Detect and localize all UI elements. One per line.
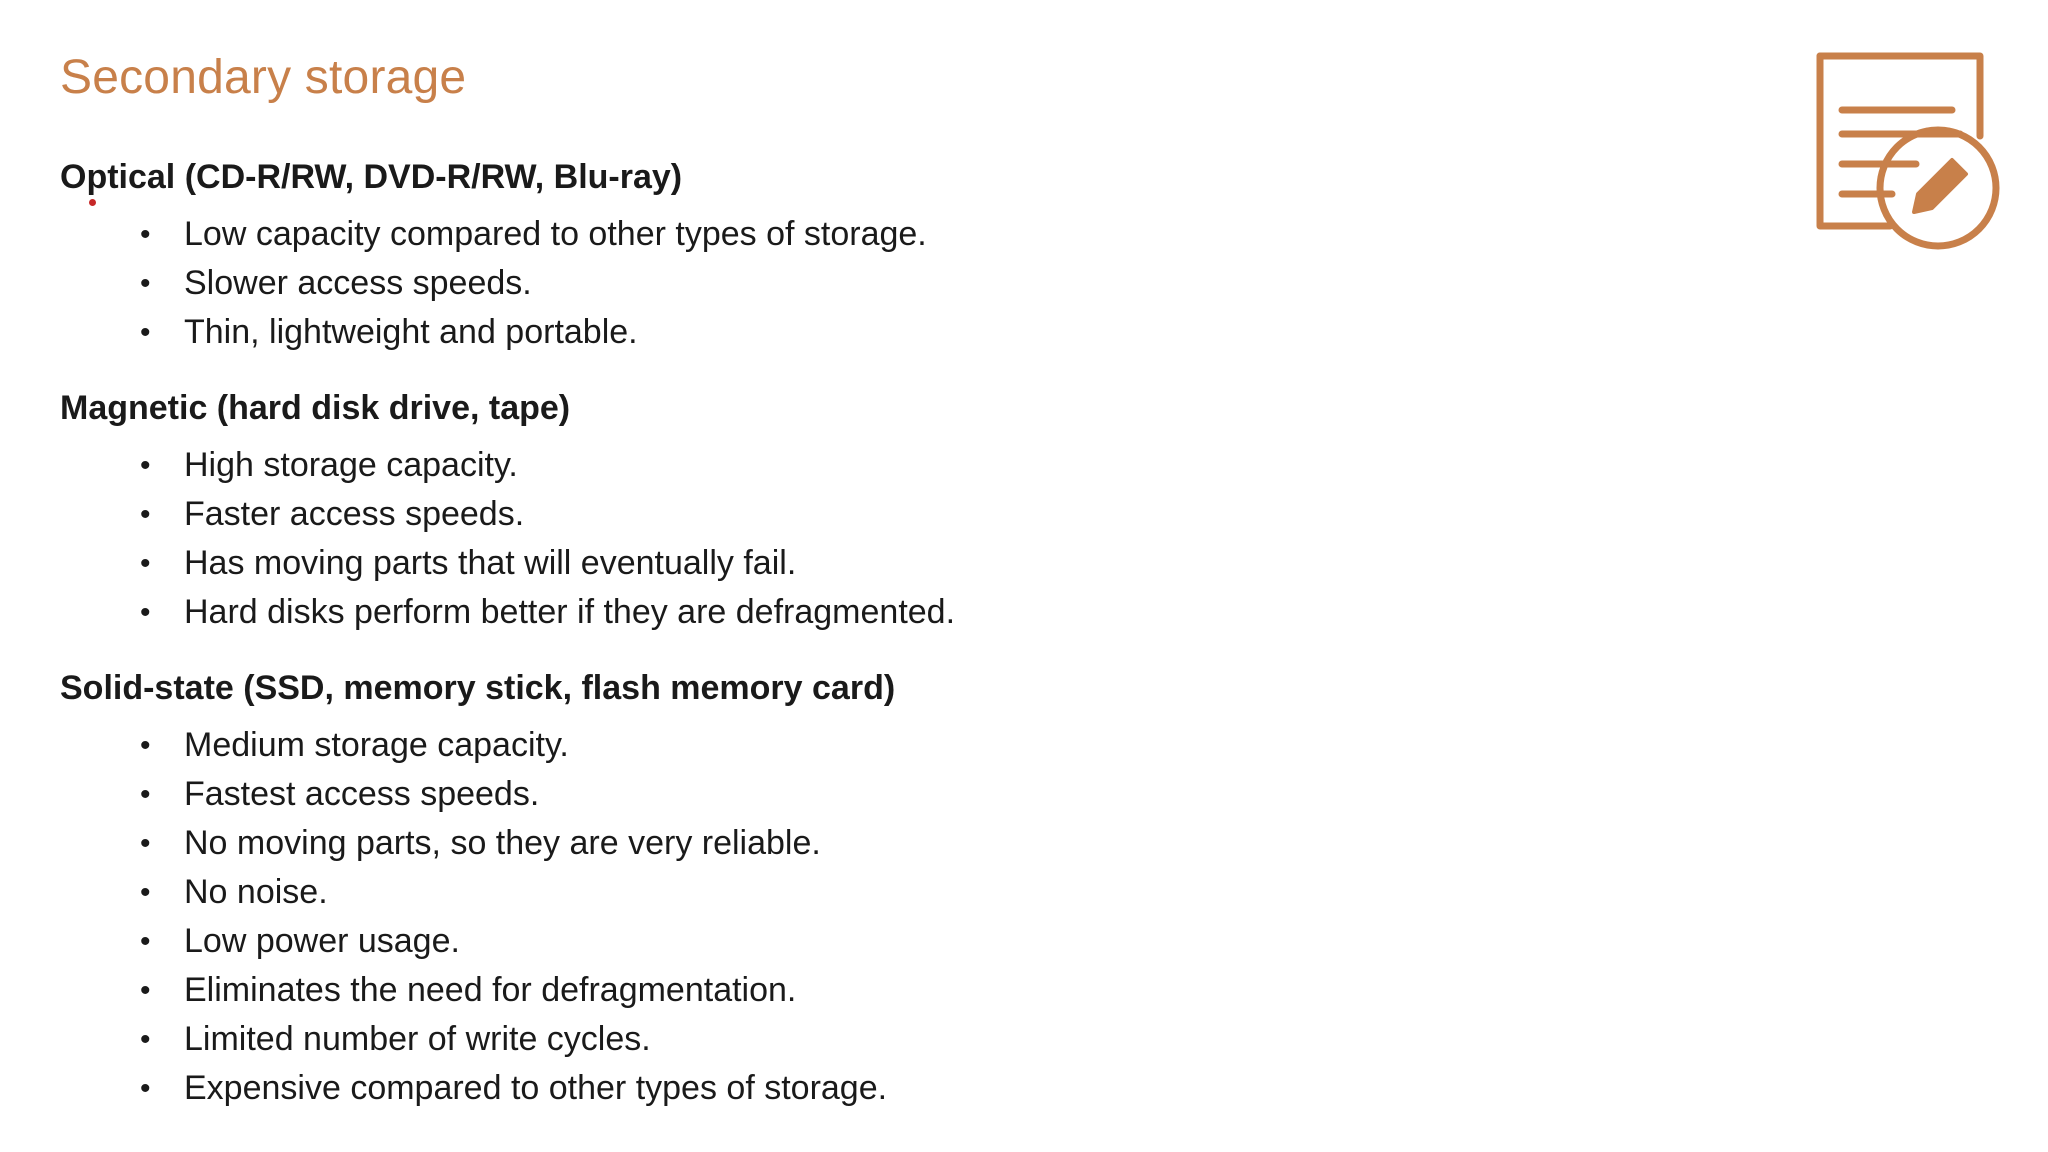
bullet-icon: • [140,1072,151,1105]
list-item-text: Low power usage. [184,922,460,960]
list-item-text: Fastest access speeds. [184,775,540,813]
bullet-list [60,210,1560,357]
list-item-text: High storage capacity. [184,446,518,484]
list-item [140,588,1560,637]
pencil-icon [1914,160,1966,212]
list-item [140,917,1560,966]
section-heading: Optical (CD-R/RW, DVD-R/RW, Blu-ray) [60,158,683,196]
bullet-icon: • [140,778,151,811]
bullet-icon: • [140,827,151,860]
section-solid-state [60,663,1560,1113]
list-item [140,539,1560,588]
document-edit-icon-strokes [1820,56,1996,246]
bullet-icon: • [140,876,151,909]
bullet-icon: • [140,316,151,349]
slide-title: Secondary storage [60,51,467,104]
bullet-list [60,441,1560,637]
bullet-icon: • [140,974,151,1007]
list-item-text: Medium storage capacity. [184,726,569,764]
list-item [140,1015,1560,1064]
list-item [140,868,1560,917]
bullet-icon: • [140,267,151,300]
list-item-text: Low capacity compared to other types of storage. [184,215,927,253]
list-item-text: Expensive compared to other types of storage. [184,1069,888,1107]
bullet-icon: • [140,498,151,531]
bullet-icon: • [140,1023,151,1056]
bullet-icon: • [140,449,151,482]
section-optical [60,152,1560,357]
list-item [140,770,1560,819]
bullet-icon: • [140,596,151,629]
slide-content [60,152,1560,1139]
section-heading: Magnetic (hard disk drive, tape) [60,389,571,427]
bullet-icon: • [140,925,151,958]
list-item [140,441,1560,490]
list-item-text: No noise. [184,873,328,911]
list-item-text: Has moving parts that will eventually fail. [184,544,797,582]
list-item-text: Faster access speeds. [184,495,525,533]
section-heading: Solid-state (SSD, memory stick, flash memory card) [60,669,896,707]
list-item-text: No moving parts, so they are very reliable. [184,824,821,862]
bullet-icon: • [140,729,151,762]
list-item [140,721,1560,770]
bullet-icon: • [140,218,151,251]
list-item [140,966,1560,1015]
list-item [140,490,1560,539]
list-item-text: Limited number of write cycles. [184,1020,651,1058]
list-item-text: Thin, lightweight and portable. [184,313,638,351]
list-item-text: Eliminates the need for defragmentation. [184,971,797,1009]
list-item [140,259,1560,308]
list-item [140,308,1560,357]
document-edit-icon [1812,48,2008,254]
list-item [140,210,1560,259]
list-item-text: Slower access speeds. [184,264,532,302]
bullet-list [60,721,1560,1113]
list-item [140,1064,1560,1113]
bullet-icon: • [140,547,151,580]
section-magnetic [60,383,1560,637]
list-item [140,819,1560,868]
pointer-marker [89,199,96,206]
list-item-text: Hard disks perform better if they are defragmented. [184,593,956,631]
